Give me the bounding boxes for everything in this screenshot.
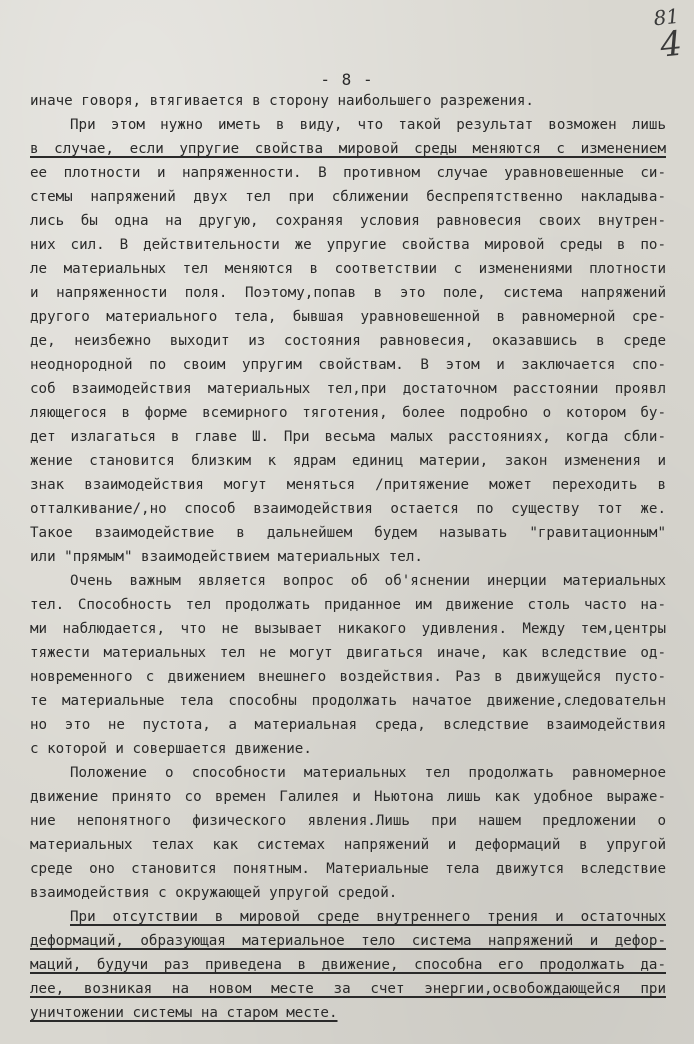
archive-page-number: [651, 3, 684, 66]
text-line-underlined: маций, будучи раз приведена в движение, способна его продолжать да-: [30, 957, 666, 973]
text-line: Положение о способности материальных тел продолжать равномерное: [70, 765, 666, 781]
text-line-underlined: лее, возникая на новом месте за счет энергии,освобождающейся при: [30, 981, 666, 997]
text-line: ние непонятного физического явления.Лишь при нашем предложении о: [30, 813, 666, 829]
text-line: Очень важным является вопрос об об'яснении инерции материальных: [70, 573, 666, 589]
text-line: них сил. В действительности же упругие свойства мировой среды в по-: [30, 237, 666, 253]
text-line: ляющегося в форме всемирного тяготения, более подробно о котором бу-: [30, 405, 666, 421]
text-line: или "прямым" взаимодействием материальных тел.: [30, 549, 423, 565]
text-line: взаимодействия с окружающей упругой средой.: [30, 885, 398, 901]
text-line: и напряженности поля. Поэтому,попав в это поле, система напряжений: [30, 285, 666, 301]
text-line: Такое взаимодействие в дальнейшем будем называть "гравитационным": [30, 525, 666, 541]
text-line: ле материальных тел меняются в соответствии с изменениями плотности: [30, 261, 666, 277]
text-line: иначе говоря, втягивается в сторону наибольшего разрежения.: [30, 93, 534, 109]
text-line: те материальные тела способны продолжать начатое движение,следовательн: [30, 693, 666, 709]
text-line: ее плотности и напряженности. В противном случае уравновешенные си-: [30, 165, 666, 181]
text-line: соб взаимодействия материальных тел,при достаточном расстоянии проявл: [30, 381, 666, 397]
text-line-underlined: уничтожении системы на старом месте.: [30, 1005, 338, 1021]
text-line: стемы напряжений двух тел при сближении беспрепятственно накладыва-: [30, 189, 666, 205]
text-line-underlined: деформаций, образующая материальное тело система напряжений и дефор-: [30, 933, 666, 949]
text-line: материальных телах как системах напряжений и деформаций в упругой: [30, 837, 666, 853]
text-line: дет излагаться в главе Ш. При весьма малых расстояниях, когда сбли-: [30, 429, 666, 445]
text-line: знак взаимодействия могут меняться /притяжение может переходить в: [30, 477, 666, 493]
page-number: - 8 -: [320, 70, 374, 89]
text-line: де, неизбежно выходит из состояния равновесия, оказавшись в среде: [30, 333, 666, 349]
text-line: При этом нужно иметь в виду, что такой результат возможен лишь: [70, 117, 666, 133]
text-line: лись бы одна на другую, сохраняя условия равновесия своих внутрен-: [30, 213, 666, 229]
text-line: неоднородной по своим упругим свойствам. В этом и заключается спо-: [30, 357, 666, 373]
text-line: с которой и совершается движение.: [30, 741, 312, 757]
text-line-underlined: в случае, если упругие свойства мировой среды меняются с изменением: [30, 141, 666, 157]
text-line-underlined: При отсутствии в мировой среде внутреннего трения и остаточных: [70, 909, 666, 925]
archive-number-bottom: 4: [657, 23, 684, 66]
text-line: жение становится близким к ядрам единиц материи, закон изменения и: [30, 453, 666, 469]
archive-number-top: 81: [651, 3, 680, 31]
text-line: тяжести материальных тел не могут двигаться иначе, как вследствие од-: [30, 645, 666, 661]
text-line: тел. Способность тел продолжать приданное им движение столь часто на-: [30, 597, 666, 613]
text-line: новременного с движением внешнего воздействия. Раз в движущейся пусто-: [30, 669, 666, 685]
text-line: другого материального тела, бывшая уравновешенной в равномерной сре-: [30, 309, 666, 325]
text-line: отталкивание/,но способ взаимодействия остается по существу тот же.: [30, 501, 666, 517]
text-line: среде оно становится понятным. Материальные тела движутся вследствие: [30, 861, 666, 877]
text-line: движение принято со времен Галилея и Ньютона лишь как удобное выраже-: [30, 789, 666, 805]
text-line: ми наблюдается, что не вызывает никакого удивления. Между тем,центры: [30, 621, 666, 637]
body-text: [30, 89, 666, 1025]
text-line: но это не пустота, а материальная среда, вследствие взаимодействия: [30, 717, 666, 733]
